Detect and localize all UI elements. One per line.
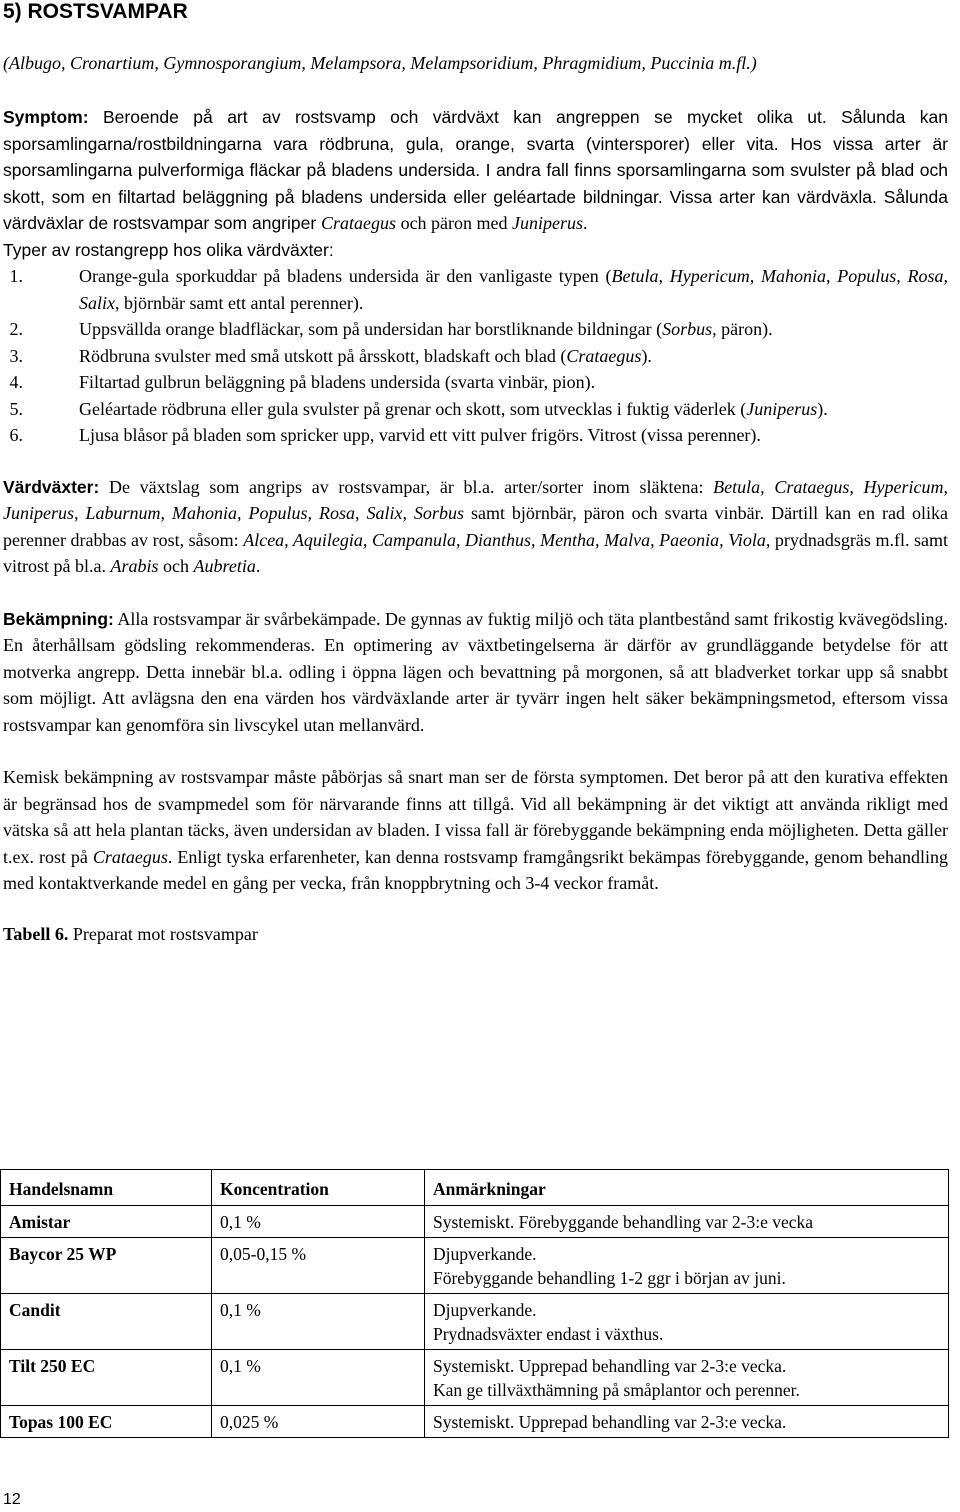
- type-text: Orange-gula sporkuddar på bladens undersida är den vanligaste typen (: [79, 266, 612, 286]
- type-text: Filtartad gulbrun beläggning på bladens undersida (svarta vinbär, pion).: [79, 372, 596, 392]
- product-name: Amistar: [1, 1206, 212, 1238]
- list-item: [79, 263, 948, 316]
- document-page: [3, 0, 948, 947]
- table-row: [1, 1294, 949, 1350]
- hosts-text-2: samt björnbär, päron och svarta vinbär. Därtill kan en rad olika perenner drabbas av rost, såsom:: [3, 503, 948, 550]
- remark-line: Förebyggande behandling 1-2 ggr i början av juni.: [433, 1268, 786, 1288]
- table-caption-label: Tabell 6.: [3, 923, 69, 944]
- table-row: [1, 1206, 949, 1238]
- section-title: 5) ROSTSVAMPAR: [3, 0, 188, 23]
- hosts-text-4: och: [158, 556, 194, 576]
- type-text-end: , björnbär samt ett antal perenner).: [115, 292, 364, 313]
- symptom-text: Beroende på art av rostsvamp och värdväxt kan angreppen se mycket olika ut. Sålunda kan sporsamlingarna/rostbildningarna vara rödbruna, gula, orange, svarta (vintersporer) eller vita. Hos vissa arter är sporsamlingarna pulverformiga fläckar på bladens undersida. I andra fall finns sporsamlingarna som svulster på blad och skott, som en filtartad beläggning på bladens undersida eller geléartade bildningar. Vissa arter kan värdväxla. Sålunda värdväxlar de rostsvampar som angriper: [3, 107, 948, 233]
- type-text: Rödbruna svulster med små utskott på årsskott, bladskaft och blad (: [79, 345, 567, 366]
- table-row: [1, 1238, 949, 1294]
- remark-line: Systemiskt. Upprepad behandling var 2-3:e vecka.: [433, 1356, 787, 1376]
- table-row: [1, 1406, 949, 1438]
- remark-line: Djupverkande.: [433, 1300, 537, 1320]
- remarks: [425, 1206, 949, 1238]
- type-text-end: , päron).: [712, 319, 773, 339]
- chemical-paragraph: [3, 764, 948, 897]
- type-text-end: ).: [641, 345, 652, 366]
- concentration: 0,025 %: [212, 1406, 425, 1438]
- product-name: Baycor 25 WP: [1, 1238, 212, 1294]
- list-item: [79, 396, 948, 423]
- type-genera: Crataegus: [566, 345, 642, 366]
- concentration: 0,1 %: [212, 1350, 425, 1406]
- genera-list: (Albugo, Cronartium, Gymnosporangium, Melampsora, Melampsoridium, Phragmidium, Puccinia m.fl.): [3, 53, 757, 73]
- symptom-crataegus: Crataegus: [321, 213, 397, 233]
- list-item: [79, 422, 948, 449]
- hosts-text-3: prydnadsgräs m.fl. samt vitrost på bl.a.: [3, 529, 948, 576]
- product-name: Tilt 250 EC: [1, 1350, 212, 1406]
- remark-line: Kan ge tillväxthämning på småplantor och perenner.: [433, 1380, 800, 1400]
- table-caption-text: Preparat mot rostsvampar: [68, 923, 258, 944]
- chemical-text: Kemisk bekämpning av rostsvampar måste påbörjas så snart man ser de första symptomen. Det beror på att den kurativa effekten är begränsad hos de svampmedel som för närvarande finns att tillgå. Vid all bekämpning är det viktigt att använda rikligt med vätska så att hela plantan täcks, även undersidan av bladen. I vissa fall är förebyggande bekämpning enda möjligheten. Detta gäller t.ex. rost på: [3, 767, 948, 867]
- concentration: 0,05-0,15 %: [212, 1238, 425, 1294]
- control-label: Bekämpning:: [3, 608, 114, 629]
- type-genera: Sorbus: [662, 319, 713, 339]
- symptom-juniperus: Juniperus: [512, 213, 584, 233]
- preparations-table: [0, 1169, 949, 1438]
- hosts-arabis: Arabis: [110, 556, 159, 576]
- hosts-aubretia: Aubretia: [193, 556, 256, 576]
- control-paragraph: [3, 606, 948, 739]
- remarks: [425, 1238, 949, 1294]
- type-text: Uppsvällda orange bladfläckar, som på undersidan har borstliknande bildningar (: [79, 319, 663, 339]
- hosts-text: De växtslag som angrips av rostsvampar, är bl.a. arter/sorter inom släktena:: [99, 476, 714, 497]
- hosts-perennials: Alcea, Aquilegia, Campanula, Dianthus, Mentha, Malva, Paeonia, Viola,: [243, 529, 771, 550]
- remarks: [425, 1350, 949, 1406]
- hosts-text-5: .: [255, 556, 261, 576]
- type-text: Geléartade rödbruna eller gula svulster på grenar och skott, som utvecklas i fuktig väderlek (: [79, 398, 747, 419]
- list-item: [79, 369, 948, 396]
- hosts-paragraph: [3, 474, 948, 580]
- header-cell: Anmärkningar: [425, 1170, 949, 1206]
- symptom-paragraph: [3, 104, 948, 237]
- remark-line: Djupverkande.: [433, 1244, 537, 1264]
- remark-line: Prydnadsväxter endast i växthus.: [433, 1324, 664, 1344]
- type-genera: Juniperus: [746, 398, 818, 419]
- hosts-genera: Betula, Crataegus, Hypericum, Juniperus, Laburnum, Mahonia, Populus, Rosa, Salix, Sorbus: [3, 476, 948, 523]
- table-header-row: [1, 1170, 949, 1206]
- page-number: 12: [3, 1491, 21, 1508]
- remarks: [425, 1406, 949, 1438]
- product-name: Topas 100 EC: [1, 1406, 212, 1438]
- hosts-label: Värdväxter:: [3, 476, 100, 497]
- header-cell: Handelsnamn: [1, 1170, 212, 1206]
- type-text-end: ).: [817, 398, 828, 419]
- control-text: Alla rostsvampar är svårbekämpade. De gynnas av fuktig miljö och täta plantbestånd samt frikostig kvävegödsling. En återhållsam gödsling rekommenderas. En optimering av växtbetingelserna är därför av grundläggande betydelse för att motverka angrepp. Detta innebär bl.a. odling i öppna lägen och bevattning på morgonen, så att bladverket torkar upp så snabbt som möjligt. Att avlägsna den ena värden hos värdväxlande arter är tyvärr ingen helt säker bekämpningsmetod, eftersom vissa rostsvampar kan genomföra sin livscykel utan mellanvärd.: [3, 608, 948, 735]
- concentration: 0,1 %: [212, 1294, 425, 1350]
- product-name: Candit: [1, 1294, 212, 1350]
- symptom-label: Symptom:: [3, 107, 89, 127]
- list-item: [79, 343, 948, 370]
- list-item: [79, 316, 948, 343]
- symptom-text-3: .: [583, 213, 588, 233]
- symptom-text-2: och päron med: [396, 213, 513, 233]
- header-cell: Koncentration: [212, 1170, 425, 1206]
- types-heading: Typer av rostangrepp hos olika värdväxter:: [3, 239, 334, 260]
- table-caption: [3, 921, 948, 947]
- types-list: [3, 263, 948, 449]
- chemical-text-2: . Enligt tyska erfarenheter, kan denna rostsvamp framgångsrikt bekämpas förebyggande, genom behandling med kontaktverkande medel en gång per vecka, från knoppbrytning och 3-4 veckor framåt.: [3, 846, 949, 893]
- type-text: Ljusa blåsor på bladen som spricker upp, varvid ett vitt pulver frigörs. Vitrost (vissa perenner).: [79, 425, 761, 445]
- remark-line: Systemiskt. Förebyggande behandling var 2-3:e vecka: [433, 1212, 814, 1232]
- remark-line: Systemiskt. Upprepad behandling var 2-3:e vecka.: [433, 1412, 787, 1432]
- remarks: [425, 1294, 949, 1350]
- chemical-crataegus: Crataegus: [92, 846, 168, 867]
- type-genera: Betula, Hypericum, Mahonia, Populus, Rosa, Salix: [79, 266, 948, 313]
- table-row: [1, 1350, 949, 1406]
- concentration: 0,1 %: [212, 1206, 425, 1238]
